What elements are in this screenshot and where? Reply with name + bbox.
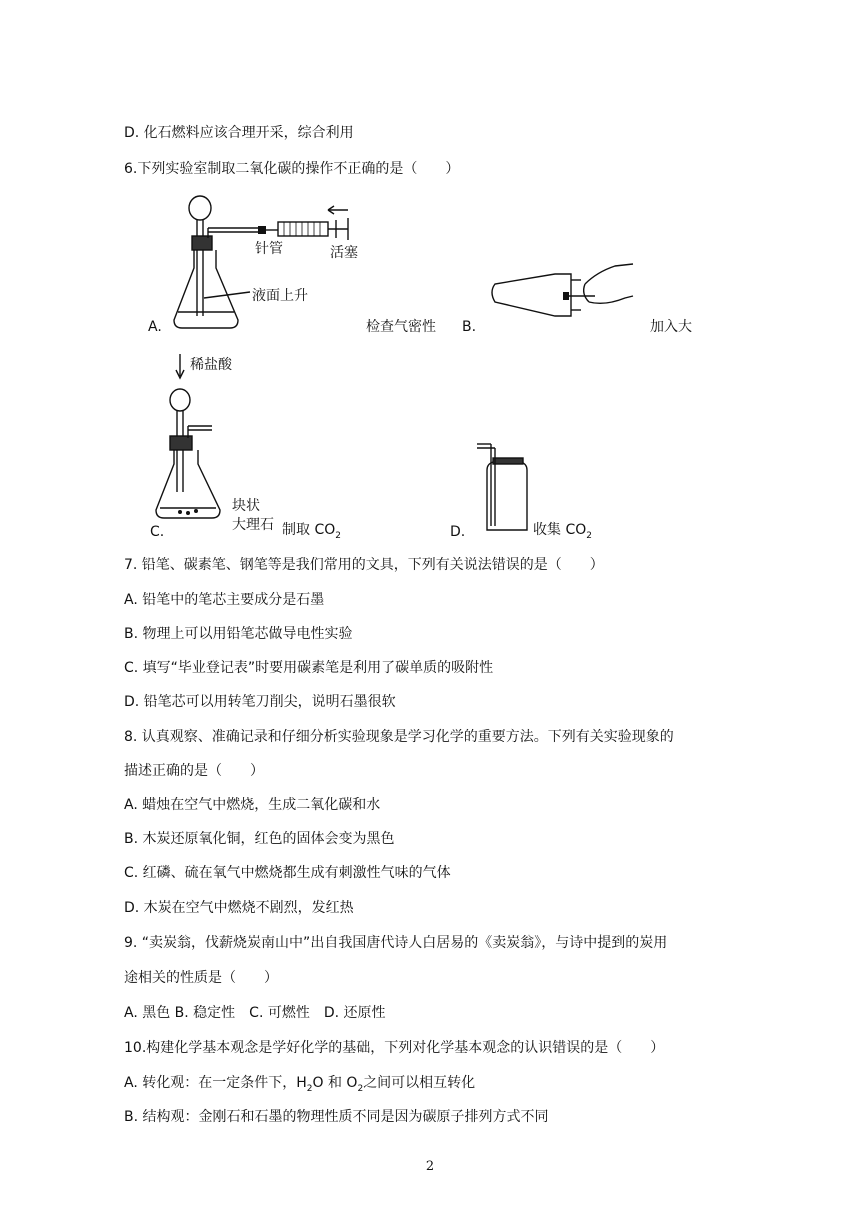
figure-d-caption: 收集 $CO_2$ (533, 522, 592, 541)
option-d-line: D. 化石燃料应该合理开采，综合利用 (124, 125, 354, 141)
figure-b-apparatus (485, 262, 635, 322)
label-needle: 针管 (255, 241, 283, 257)
question-8-line-2: 描述正确的是（ ） (124, 763, 264, 779)
label-block: 块状 (232, 498, 260, 514)
question-9-options: A. 黑色 B. 稳定性 C. 可燃性 D. 还原性 (124, 1005, 386, 1021)
figure-b-caption: 加入大 (650, 319, 692, 335)
question-9-line-2: 途相关的性质是（ ） (124, 970, 278, 986)
question-6: 6.下列实验室制取二氧化碳的操作不正确的是（ ） (124, 161, 460, 177)
figure-a-letter: A. (148, 319, 162, 335)
label-marble: 大理石 (232, 517, 274, 533)
figure-d-apparatus (475, 440, 535, 534)
figure-a-apparatus (150, 188, 380, 338)
question-8-option-d: D. 木炭在空气中燃烧不剧烈，发红热 (124, 900, 354, 916)
figure-a-caption: 检查气密性 (366, 319, 436, 335)
question-7-option-b: B. 物理上可以用铅笔芯做导电性实验 (124, 626, 353, 642)
question-7-option-a: A. 铅笔中的笔芯主要成分是石墨 (124, 592, 325, 608)
question-10: 10.构建化学基本观念是学好化学的基础，下列对化学基本观念的认识错误的是（ ） (124, 1040, 665, 1056)
question-8-option-b: B. 木炭还原氧化铜，红色的固体会变为黑色 (124, 831, 395, 847)
question-8-line-1: 8. 认真观察、准确记录和仔细分析实验现象是学习化学的重要方法。下列有关实验现象的 (124, 729, 674, 745)
figure-c-letter: C. (150, 524, 165, 540)
label-dilute-hcl: 稀盐酸 (190, 357, 232, 373)
label-piston: 活塞 (330, 245, 358, 261)
question-7: 7. 铅笔、碳素笔、钢笔等是我们常用的文具，下列有关说法错误的是（ ） (124, 557, 604, 573)
question-9-line-1: 9. “卖炭翁，伐薪烧炭南山中”出自我国唐代诗人白居易的《卖炭翁》，与诗中提到的炭用 (124, 935, 668, 951)
question-10-option-b: B. 结构观：金刚石和石墨的物理性质不同是因为碳原子排列方式不同 (124, 1109, 549, 1125)
figure-c-caption: 制取 $CO_2$ (282, 522, 341, 541)
figure-d-letter: D. (450, 524, 466, 540)
question-7-option-c: C. 填写“毕业登记表”时要用碳素笔是利用了碳单质的吸附性 (124, 660, 494, 676)
question-8-option-c: C. 红磷、硫在氧气中燃烧都生成有刺激性气味的气体 (124, 865, 451, 881)
question-10-option-a: A. 转化观：在一定条件下，$H_2O$ 和 $O_2$之间可以相互转化 (124, 1075, 476, 1094)
label-liquid-rise: 液面上升 (252, 288, 308, 304)
question-8-option-a: A. 蜡烛在空气中燃烧，生成二氧化碳和水 (124, 797, 381, 813)
question-7-option-d: D. 铅笔芯可以用转笔刀削尖，说明石墨很软 (124, 694, 396, 710)
figure-b-letter: B. (462, 319, 477, 335)
figure-c-apparatus (150, 352, 230, 532)
page-number: 2 (425, 1159, 435, 1174)
